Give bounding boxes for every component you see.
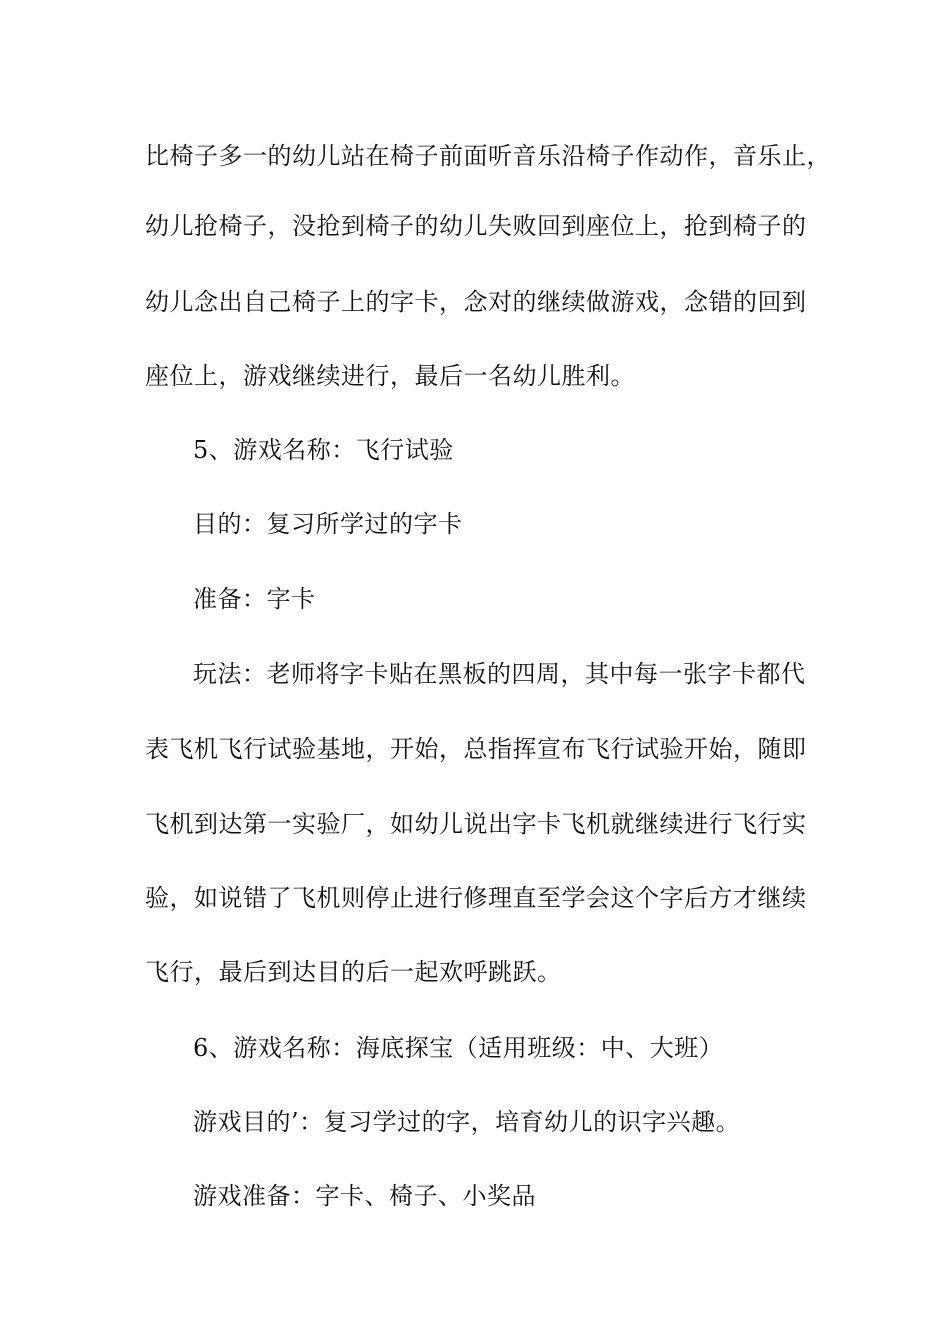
paragraph-line: 目的：复习所学过的字卡 <box>193 510 463 538</box>
section-heading: 5、游戏名称：飞行试验 <box>193 436 454 464</box>
paragraph-line: 表飞机飞行试验基地，开始，总指挥宣布飞行试验开始，随即 <box>145 735 807 763</box>
paragraph-line: 准备：字卡 <box>193 585 316 613</box>
paragraph-line: 飞机到达第一实验厂，如幼儿说出字卡飞机就继续进行飞行实 <box>145 810 807 838</box>
paragraph-line: 幼儿抢椅子，没抢到椅子的幼儿失败回到座位上，抢到椅子的 <box>145 212 807 240</box>
paragraph-line: 游戏目的’：复习学过的字，培育幼儿的识字兴趣。 <box>193 1108 741 1136</box>
paragraph-line: 比椅子多一的幼儿站在椅子前面听音乐沿椅子作动作，音乐止， <box>145 142 831 170</box>
paragraph-line: 座位上，游戏继续进行，最后一名幼儿胜利。 <box>145 362 635 390</box>
paragraph-line: 游戏准备：字卡、椅子、小奖品 <box>193 1182 536 1210</box>
section-heading: 6、游戏名称：海底探宝（适用班级：中、大班） <box>193 1034 724 1062</box>
paragraph-line: 验，如说错了飞机则停止进行修理直至学会这个字后方才继续 <box>145 884 807 912</box>
paragraph-line: 幼儿念出自己椅子上的字卡，念对的继续做游戏，念错的回到 <box>145 288 807 316</box>
paragraph-line: 飞行，最后到达目的后一起欢呼跳跃。 <box>145 958 562 986</box>
paragraph-line: 玩法：老师将字卡贴在黑板的四周，其中每一张字卡都代 <box>193 660 806 688</box>
